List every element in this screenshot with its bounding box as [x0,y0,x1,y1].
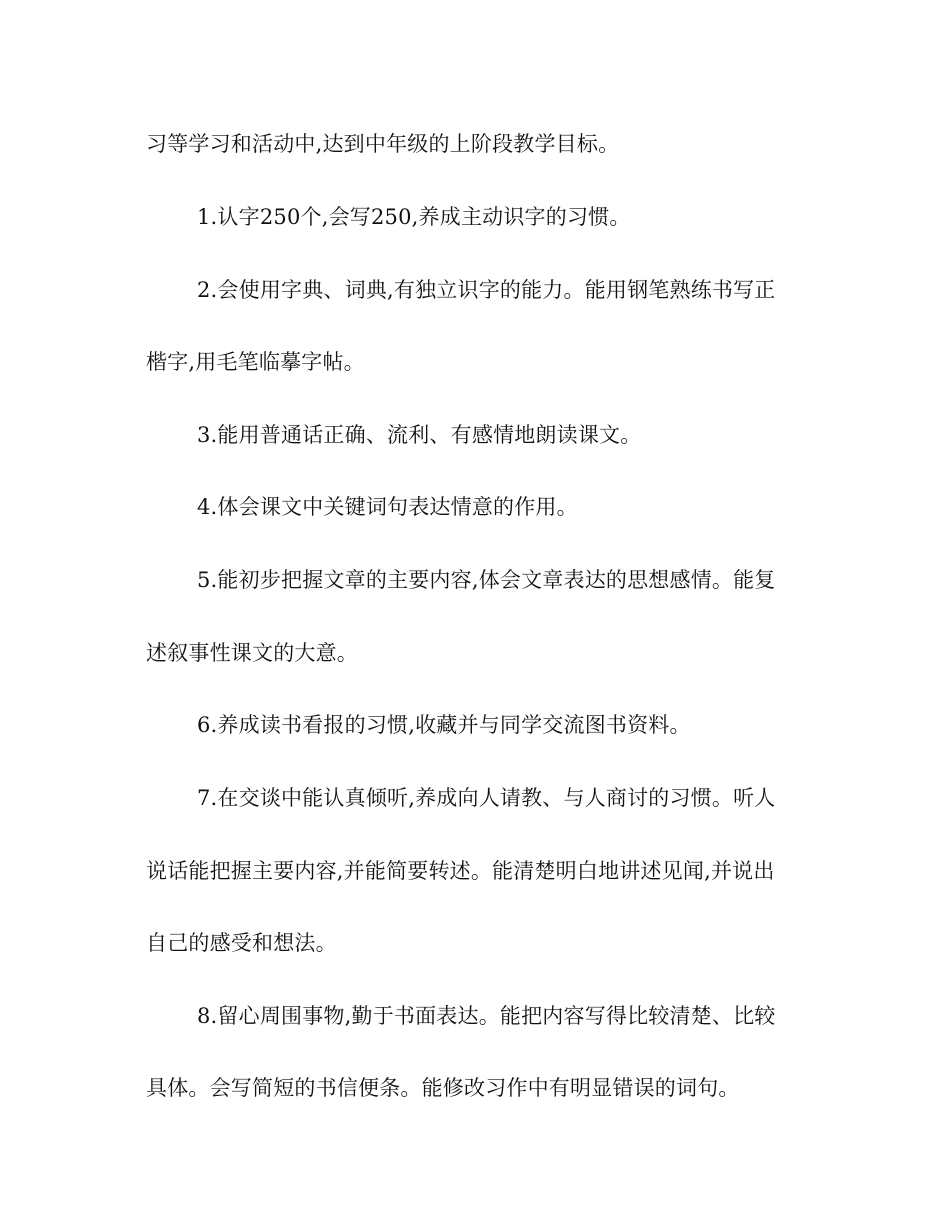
list-item-4: 4.体会课文中关键词句表达情意的作用。 [197,495,578,519]
text-line: 楷字,用毛笔临摹字帖。 [146,350,365,374]
list-item-1: 1.认字250个,会写250,养成主动识字的习惯。 [197,205,631,229]
text-line: 自己的感受和想法。 [146,931,337,955]
list-item-6: 6.养成读书看报的习惯,收藏并与同学交流图书资料。 [197,713,691,737]
text-line: 述叙事性课文的大意。 [146,641,358,665]
text-line: 说话能把握主要内容,并能简要转述。能清楚明白地讲述见闻,并说出 [146,859,775,883]
list-item-2: 2.会使用字典、词典,有独立识字的能力。能用钢笔熟练书写正 [197,278,776,302]
text-line: 习等学习和活动中,达到中年级的上阶段教学目标。 [146,132,620,156]
list-item-8: 8.留心周围事物,勤于书面表达。能把内容写得比较清楚、比较 [197,1004,776,1028]
list-item-3: 3.能用普通话正确、流利、有感情地朗读课文。 [197,423,642,447]
text-line: 具体。会写简短的书信便条。能修改习作中有明显错误的词句。 [146,1076,740,1100]
list-item-5: 5.能初步把握文章的主要内容,体会文章表达的思想感情。能复 [197,568,776,592]
list-item-7: 7.在交谈中能认真倾听,养成向人请教、与人商讨的习惯。听人 [197,786,776,810]
